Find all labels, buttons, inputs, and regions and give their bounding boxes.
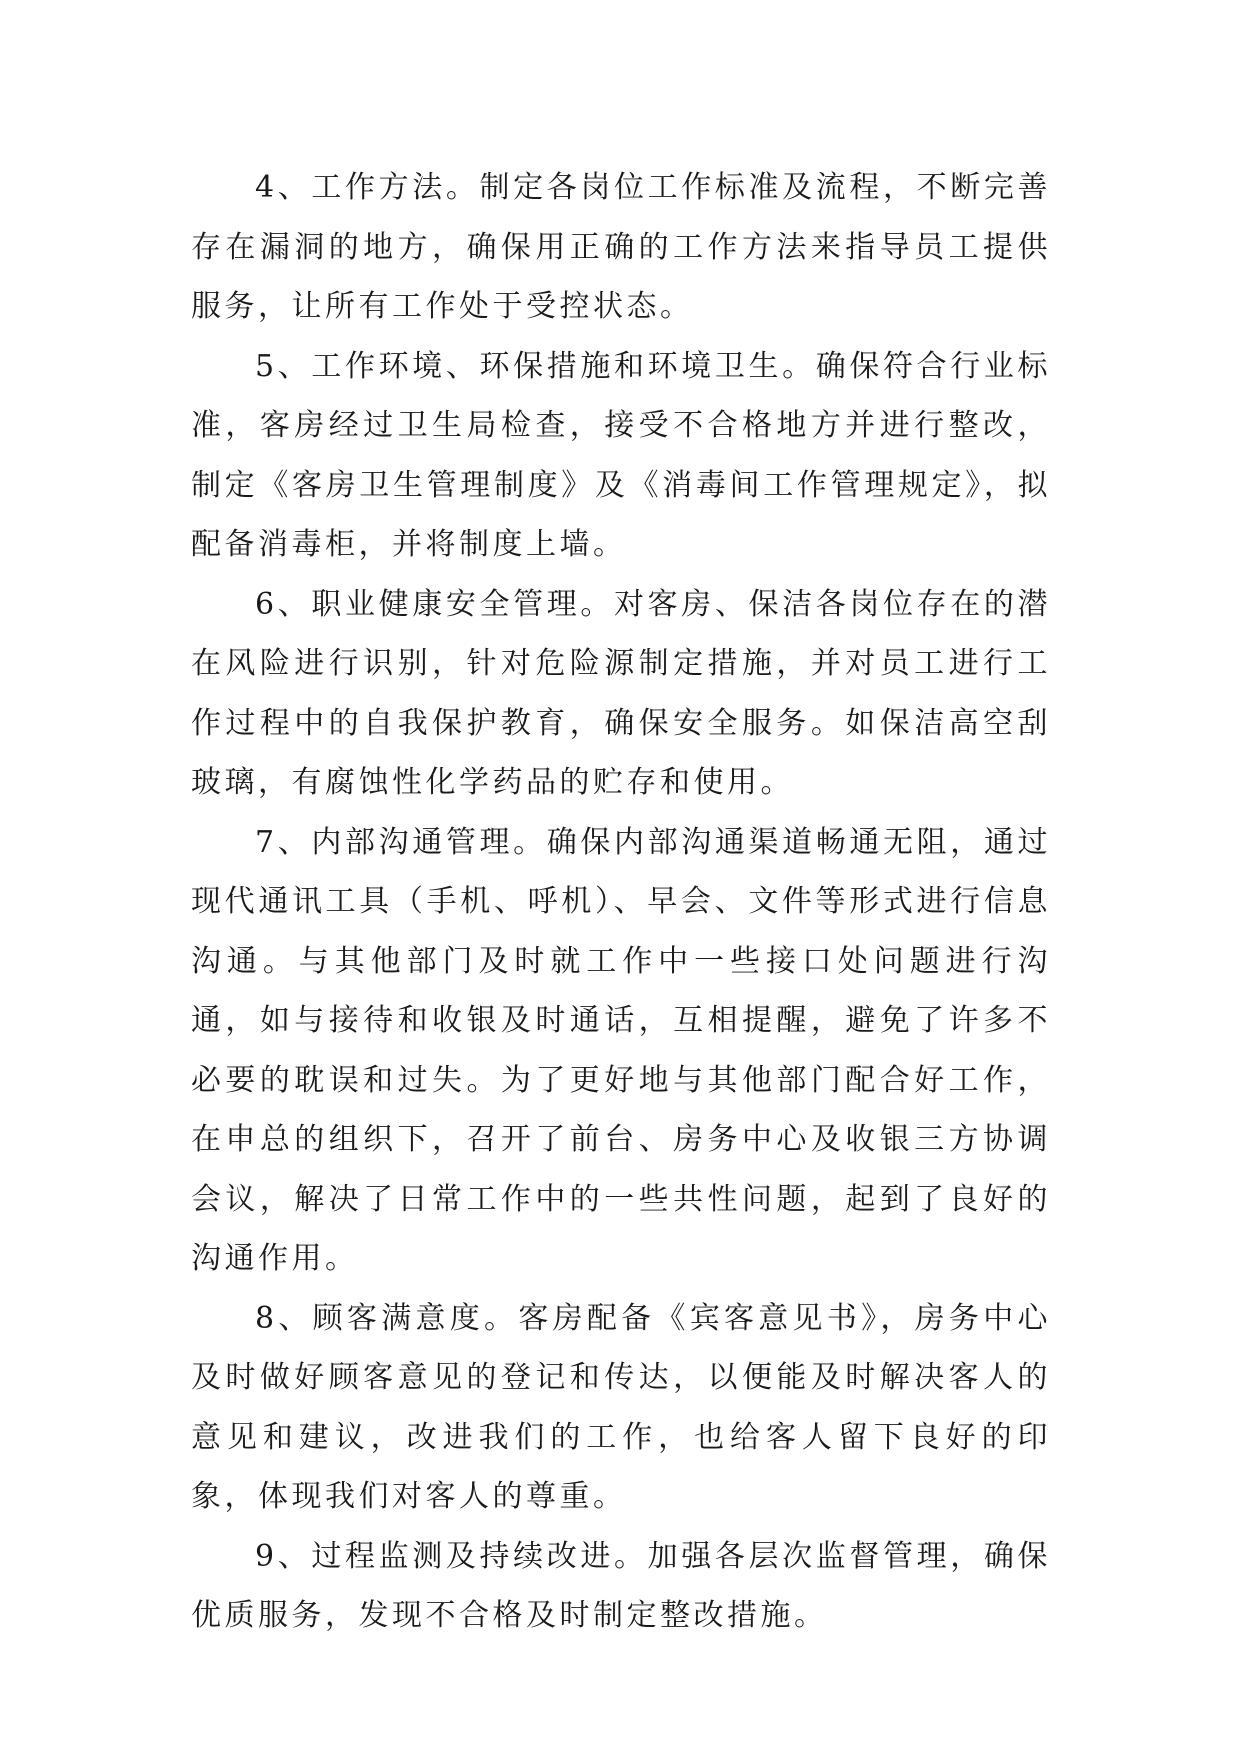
paragraph-work-environment: 5、工作环境、环保措施和环境卫生。确保符合行业标准，客房经过卫生局检查，接受不合格地方并进行整改，制定《客房卫生管理制度》及《消毒间工作管理规定》，拟配备消毒柜，并将制度上墙。 (191, 348, 1051, 562)
paragraph-customer-satisfaction: 8、顾客满意度。客房配备《宾客意见书》，房务中心及时做好顾客意见的登记和传达，以便能及时解决客人的意见和建议，改进我们的工作，也给客人留下良好的印象，体现我们对客人的尊重。 (191, 1300, 1051, 1514)
paragraph-occupational-safety: 6、职业健康安全管理。对客房、保洁各岗位存在的潜在风险进行识别，针对危险源制定措施，并对员工进行工作过程中的自我保护教育，确保安全服务。如保洁高空刮玻璃，有腐蚀性化学药品的贮存和使用。 (191, 586, 1051, 800)
paragraph-work-method: 4、工作方法。制定各岗位工作标准及流程，不断完善存在漏洞的地方，确保用正确的工作方法来指导员工提供服务，让所有工作处于受控状态。 (191, 170, 1051, 324)
paragraph-internal-communication: 7、内部沟通管理。确保内部沟通渠道畅通无阻，通过现代通讯工具（手机、呼机）、早会、文件等形式进行信息沟通。与其他部门及时就工作中一些接口处问题进行沟通，如与接待和收银及时通话，互相提醒，避免了许多不必要的耽误和过失。为了更好地与其他部门配合好工作，在申总的组织下，召开了前台、房务中心及收银三方协调会议，解决了日常工作中的一些共性问题，起到了良好的沟通作用。 (191, 824, 1051, 1276)
paragraph-process-monitoring: 9、过程监测及持续改进。加强各层次监督管理，确保优质服务，发现不合格及时制定整改措施。 (191, 1538, 1051, 1633)
document-body (191, 158, 1051, 1646)
